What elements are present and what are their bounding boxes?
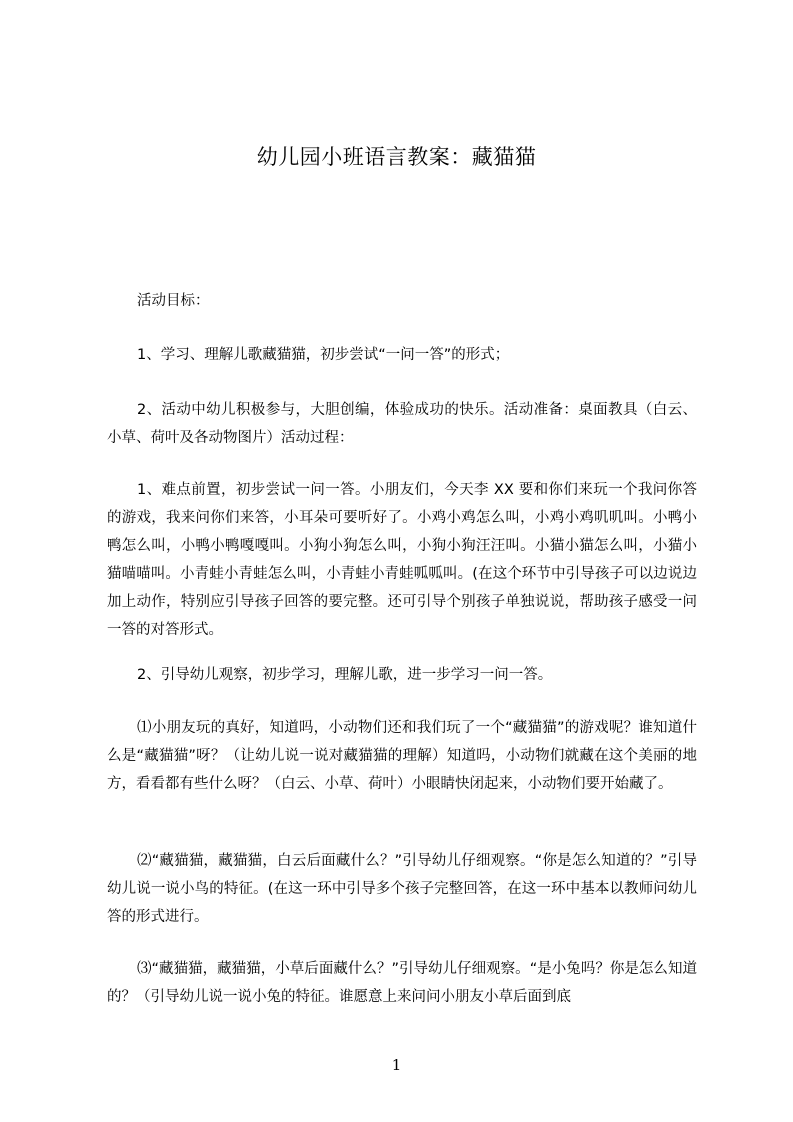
paragraph-step-2-2: ⑵“藏猫猫，藏猫猫，白云后面藏什么？”引导幼儿仔细观察。“你是怎么知道的？”引导幼儿说一说小鸟的特征。(在这一环中引导多个孩子完整回答，在这一环中基本以教师问幼儿答的形式进行。 — [107, 853, 697, 925]
paragraph-objective-1: 1、学习、理解儿歌藏猫猫，初步尝试“一问一答”的形式； — [137, 347, 510, 363]
paragraph-objectives-heading: 活动目标： — [137, 293, 210, 309]
paragraph-step-2: 2、引导幼儿观察，初步学习，理解儿歌，进一步学习一问一答。 — [137, 667, 553, 683]
paragraph-step-1: 1、难点前置，初步尝试一问一答。小朋友们，今天李 XX 要和你们来玩一个我问你答的游戏，我来问你们来答，小耳朵可要听好了。小鸡小鸡怎么叫，小鸡小鸡叽叽叫。小鸭小鸭怎么叫，小鸭小鸭嘎嘎叫。小狗小狗怎么叫，小狗小狗汪汪叫。小猫小猫怎么叫，小猫小猫喵喵叫。小青蛙小青蛙怎么叫，小青蛙小青蛙呱呱叫。(在这个环节中引导孩子可以边说边加上动作，特别应引导孩子回答的要完整。还可引导个别孩子单独说说，帮助孩子感受一问一答的对答形式。 — [107, 482, 697, 638]
paragraph-objective-2: 2、活动中幼儿积极参与，大胆创编，体验成功的快乐。活动准备：桌面教具（白云、小草、荷叶及各动物图片）活动过程： — [107, 402, 697, 446]
document-title: 幼儿园小班语言教案：藏猫猫 — [256, 145, 537, 169]
paragraph-step-2-3: ⑶“藏猫猫，藏猫猫，小草后面藏什么？”引导幼儿仔细观察。“是小兔吗？你是怎么知道的？（引导幼儿说一说小兔的特征。谁愿意上来问问小朋友小草后面到底 — [107, 961, 697, 1005]
page-number: 1 — [391, 1056, 402, 1074]
paragraph-step-2-1: ⑴小朋友玩的真好，知道吗，小动物们还和我们玩了一个“藏猫猫”的游戏呢？谁知道什么是“藏猫猫”呀？（让幼儿说一说对藏猫猫的理解）知道吗，小动物们就藏在这个美丽的地方，看看都有些什么呀？（白云、小草、荷叶）小眼睛快闭起来，小动物们要开始藏了。 — [107, 720, 697, 792]
